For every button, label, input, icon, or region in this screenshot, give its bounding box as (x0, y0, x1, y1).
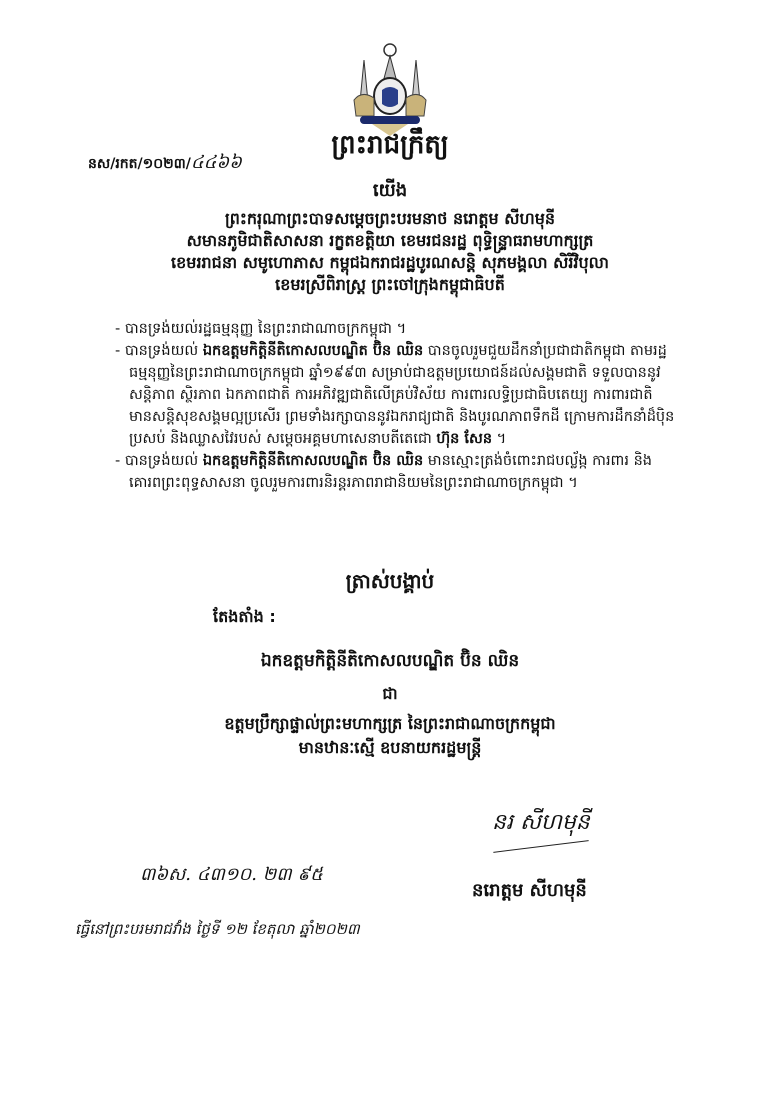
appointee-name: ឯកឧត្តមកិត្តិនីតិកោសលបណ្ឌិត ប៊ិន ឈិន (260, 651, 520, 671)
honorific: ឯកឧត្តមកិត្តិនីតិកោសលបណ្ឌិត (202, 453, 373, 469)
consideration-text: មានស្មោះត្រង់ចំពោះរាជបល្ល័ង្ក ការពារ និងគោរពព្រះពុទ្ធសាសនា ចូលរួមការពារនិរន្តរភាពរាជានិយមនៃព្រះរាជាណាចក្រកម្ពុជា ។ (129, 453, 652, 491)
consideration-text: បានចូលរួមជួយដឹកនាំប្រជាជាតិកម្ពុជា តាមរដ្ឋធម្មនុញ្ញនៃព្រះរាជាណាចក្រកម្ពុជា ឆ្នាំ១៩៩៣ សម្រាប់ជាឧត្តមប្រយោជន៍ដល់សង្គមជាតិ ទទួលបាននូវសន្តិភាព ស្ថិរភាព ឯកភាពជាតិ ការអភិវឌ្ឍជាតិលើគ្រប់វិស័យ ការពារលទ្ធិប្រជាធិបតេយ្យ ការពារជាតិ មានសន្តិសុខសង្គមល្អប្រសើរ ព្រមទាំងរក្សាបាននូវឯករាជ្យជាតិ និងបូរណភាពទឹកដី ក្រោមការដឹកនាំដ៏ប៉ិនប្រសប់ និងឈ្លាសវៃរបស់ សម្តេចអគ្គមហាសេនាបតីតេជោ (129, 343, 675, 447)
consideration-prefix: - បានទ្រង់យល់ (115, 453, 203, 469)
consideration-item (115, 340, 675, 450)
date-line: ធ្វើនៅព្រះបរមរាជវាំង ថ្ងៃទី ១២ ខែតុលា ឆ្នាំ២០២៣ (75, 920, 360, 938)
king-titles (0, 208, 780, 296)
king-title-line: ខេមរស្រីពិរាស្ត្រ ព្រះចៅក្រុងកម្ពុជាធិបតី (275, 275, 505, 294)
reference-number-handwritten: ៤៤៦៦ (190, 152, 242, 173)
king-title-line: សមានភូមិជាតិសាសនា រក្ខតខត្តិយា ខេមរជនរដ្ឋ ពុទ្ធិន្ទ្រាធរាមហាក្សត្រ (186, 231, 594, 250)
we-heading: យើង (372, 180, 408, 201)
reference-number (88, 150, 242, 177)
consideration-text: - បានទ្រង់យល់រដ្ឋធម្មនុញ្ញ នៃព្រះរាជាណាចក្រកម្ពុជា ។ (115, 321, 407, 337)
considerations (115, 318, 675, 494)
position-line: មានឋានៈស្មើ ឧបនាយករដ្ឋមន្ត្រី (298, 738, 482, 757)
position-line: ឧត្តមប្រឹក្សាផ្ទាល់ព្រះមហាក្សត្រ នៃព្រះរាជាណាចក្រកម្ពុជា (224, 714, 556, 733)
signature-line (493, 840, 588, 853)
honorific: ឯកឧត្តមកិត្តិនីតិកោសលបណ្ឌិត (202, 343, 373, 359)
consideration-prefix: - បានទ្រង់យល់ (115, 343, 203, 359)
position-title (0, 712, 780, 760)
document-title: ព្រះរាជក្រឹត្យ (331, 130, 449, 160)
person-name: ហ៊ុន សែន (436, 431, 493, 447)
consideration-item (115, 450, 675, 494)
person-name: ប៊ិន ឈិន (372, 453, 424, 469)
registration-number-handwritten: ៣៦ស. ៤៣១០. ២៣ ៩៥ (140, 864, 323, 885)
order-heading: ត្រាស់បង្គាប់ (345, 569, 435, 593)
person-name: ប៊ិន ឈិន (372, 343, 424, 359)
as-word: ជា (382, 684, 398, 703)
royal-emblem-icon (342, 40, 438, 140)
consideration-suffix: ។ (492, 431, 507, 447)
appoint-label: តែងតាំង : (213, 607, 276, 626)
king-title-line: ព្រះករុណាព្រះបាទសម្តេចព្រះបរមនាថ នរោត្តម សីហមុនី (224, 209, 556, 228)
king-title-line: ខេមររាជនា សមូហោភាស កម្ពុជឯករាជរដ្ឋបូរណសន្តិ សុភមង្គលា សិរីវិបុលា (171, 253, 609, 272)
consideration-item (115, 318, 675, 340)
reference-number-printed: នស/រកត/១០២៣/ (88, 156, 191, 172)
signature-handwritten: នរ សីហមុនី (492, 810, 590, 835)
signer-name: នរោត្តម សីហមុនី (472, 880, 587, 901)
